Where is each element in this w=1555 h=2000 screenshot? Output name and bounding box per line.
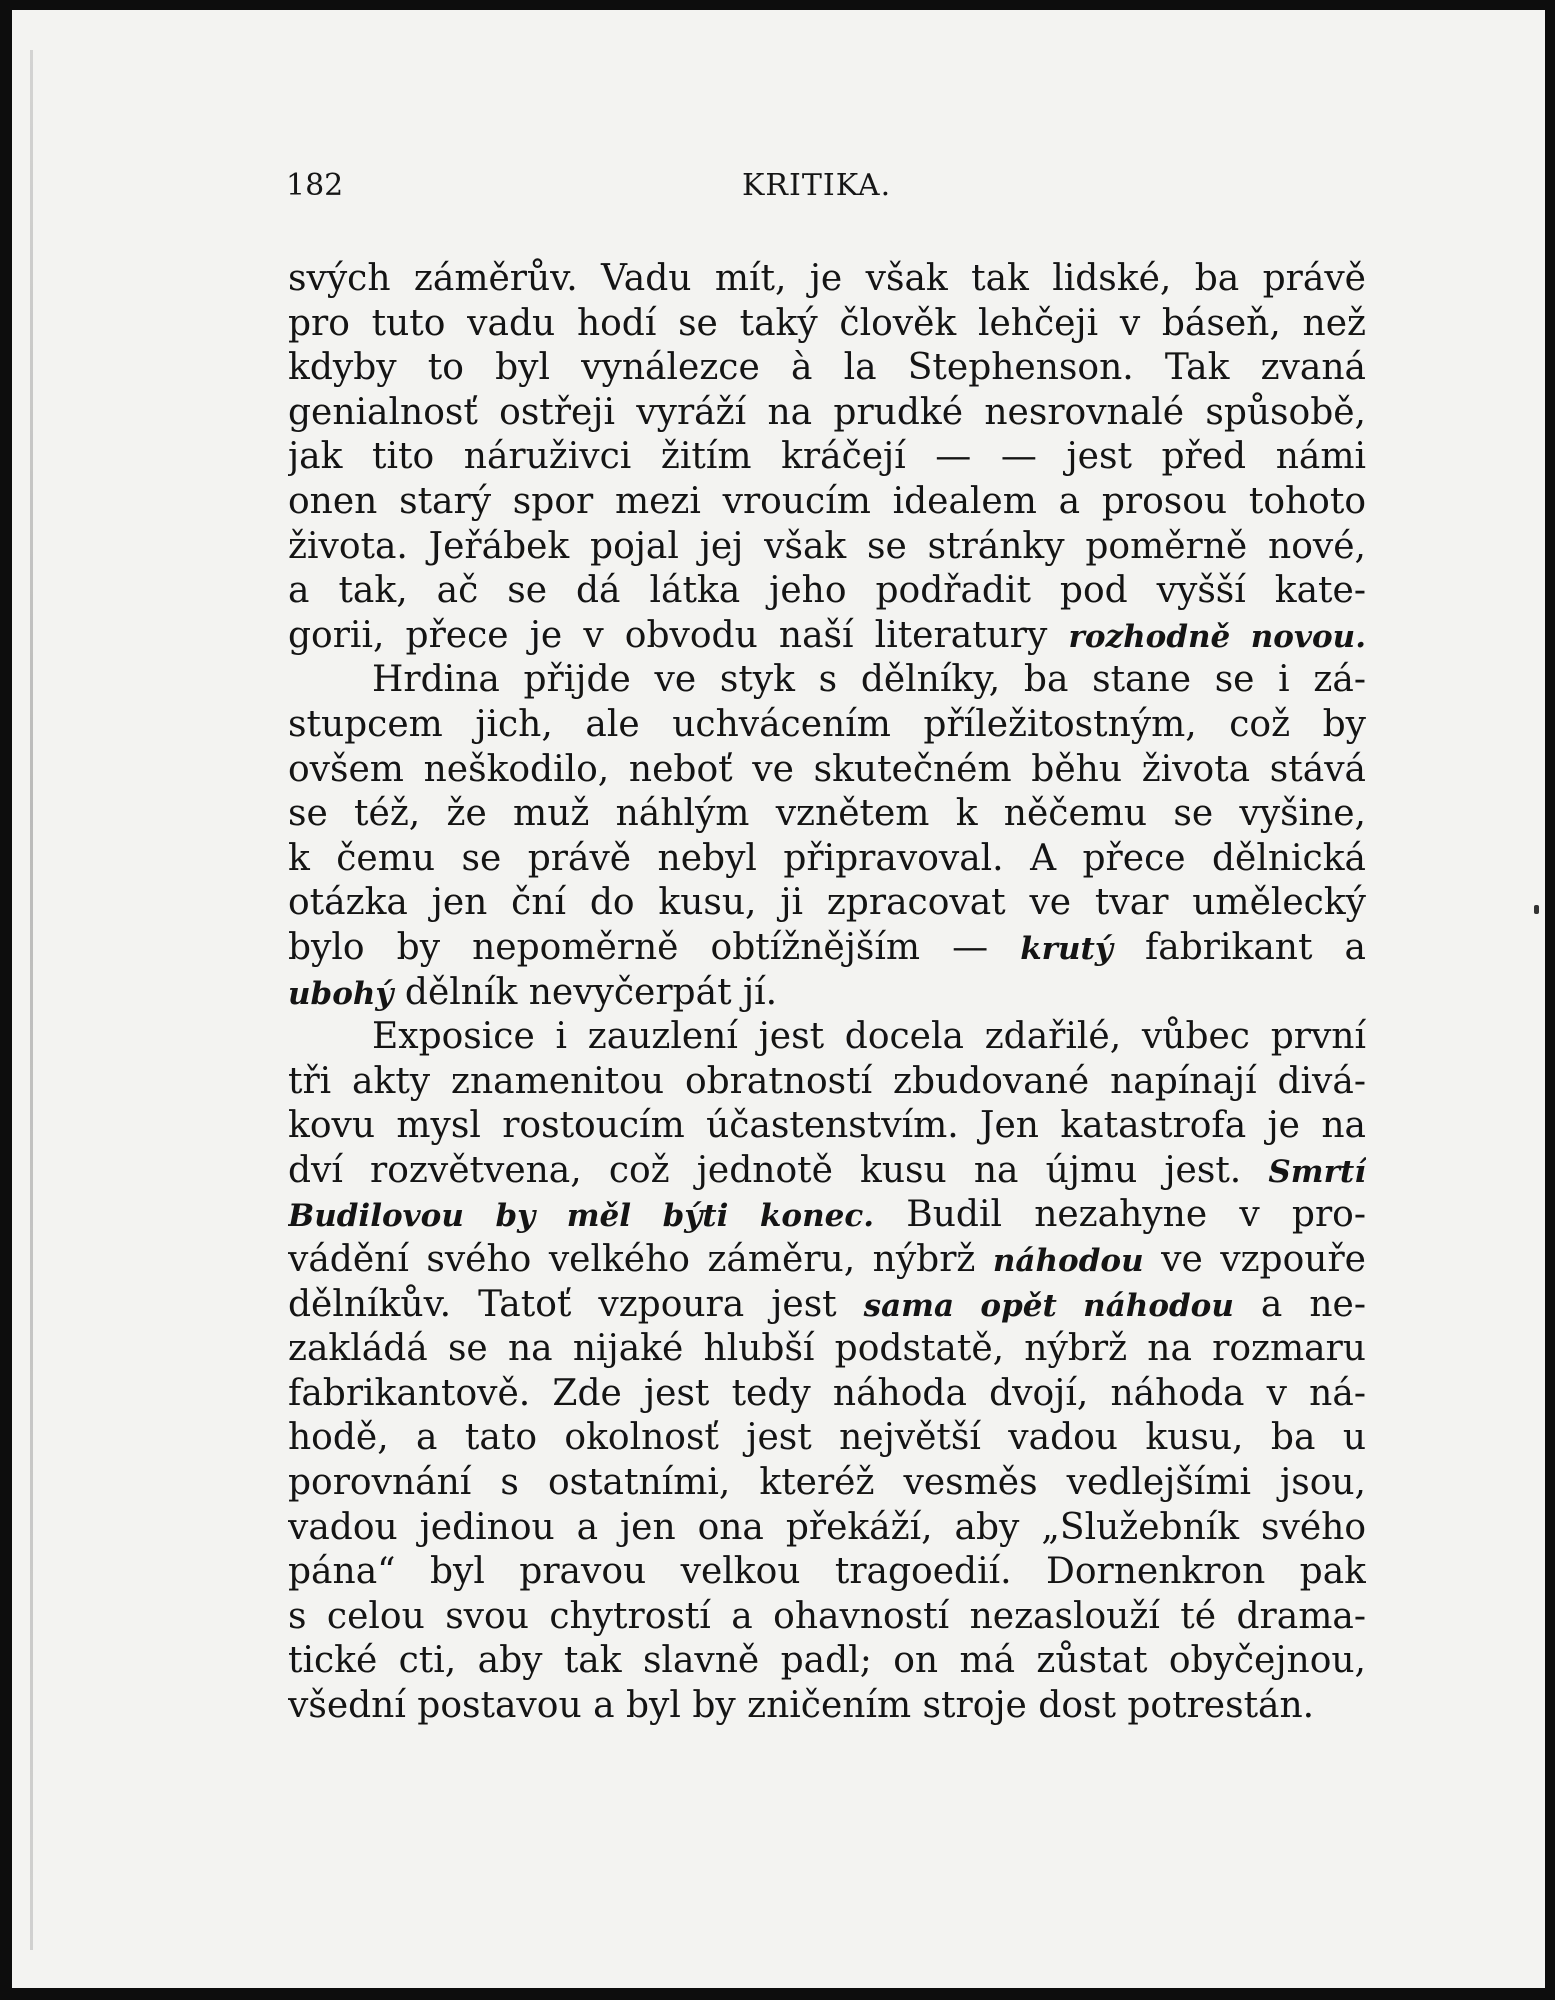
running-title: KRITIKA. xyxy=(742,168,892,203)
text-line xyxy=(288,1550,1366,1595)
line-text: se též, že muž náhlým vznětem k něčemu se vyšine, xyxy=(288,793,1366,835)
text-line xyxy=(288,1639,1366,1684)
text-line xyxy=(288,257,1366,302)
text-line xyxy=(288,1193,1366,1238)
text-line xyxy=(288,1015,1366,1060)
line-text: dělníkův. Tatoť vzpoura jest xyxy=(288,1283,864,1325)
text-line xyxy=(288,1327,1366,1372)
line-text: života. Jeřábek pojal jej však se stránky poměrně nové, xyxy=(288,525,1366,567)
text-line xyxy=(288,1595,1366,1640)
line-text: Exposice i zauzlení jest docela zdařilé, vůbec první xyxy=(372,1016,1366,1058)
line-text: kdyby to byl vynálezce à la Stephenson. Tak zvaná xyxy=(288,347,1366,389)
text-line xyxy=(288,837,1366,882)
line-text: hodě, a tato okolnosť jest největší vadou kusu, ba u xyxy=(288,1417,1366,1459)
emphasis-text: krutý xyxy=(1020,930,1113,967)
line-text: svých záměrův. Vadu mít, je však tak lidské, ba právě xyxy=(288,258,1366,299)
line-text: všední postavou a byl by zničením stroje dost potrestán. xyxy=(288,1685,1315,1726)
line-text: k čemu se právě nebyl připravoval. A přece dělnická xyxy=(288,837,1366,879)
text-line xyxy=(288,1684,1366,1729)
emphasis-text: sama opět náhodou xyxy=(863,1287,1234,1324)
text-line xyxy=(288,1238,1366,1283)
line-text: ve vzpouře xyxy=(1143,1239,1366,1281)
line-text: kovu mysl rostoucím účastenstvím. Jen katastrofa je na xyxy=(288,1105,1366,1147)
line-text: jak tito náruživci žitím kráčejí — — jest před námi xyxy=(288,436,1366,478)
emphasis-text: rozhodně novou. xyxy=(1068,618,1366,655)
line-text: Budil nezahyne v pro- xyxy=(874,1194,1366,1236)
text-line xyxy=(288,1506,1366,1551)
text-line xyxy=(288,1060,1366,1105)
text-line xyxy=(288,1372,1366,1417)
line-text: a ne- xyxy=(1233,1283,1366,1325)
line-text: fabrikantově. Zde jest tedy náhoda dvojí, náhoda v ná- xyxy=(288,1372,1366,1414)
line-text: zakládá se na nijaké hlubší podstatě, nýbrž na rozmaru xyxy=(288,1328,1366,1370)
line-text: pro tuto vadu hodí se taký člověk lehčeji v báseň, než xyxy=(288,302,1366,344)
line-text: bylo by nepoměrně obtížnějším — xyxy=(288,926,1021,968)
line-text: a tak, ač se dá látka jeho podřadit pod vyšší kate- xyxy=(288,570,1366,612)
line-text: s celou svou chytrostí a ohavností nezaslouží té drama- xyxy=(288,1595,1366,1637)
text-line xyxy=(288,391,1366,436)
text-line xyxy=(288,302,1366,347)
line-text: ovšem neškodilo, neboť ve skutečném běhu života stává xyxy=(288,748,1366,790)
text-line xyxy=(288,1149,1366,1194)
line-text: vádění svého velkého záměru, nýbrž xyxy=(288,1239,993,1281)
text-line xyxy=(288,480,1366,525)
text-line xyxy=(288,881,1366,926)
emphasis-text: náhodou xyxy=(992,1243,1144,1280)
line-text: stupcem jich, ale uchvácením příležitostným, což by xyxy=(288,703,1366,745)
page-edge-shadow xyxy=(30,50,33,1950)
text-line xyxy=(288,1104,1366,1149)
text-line xyxy=(288,525,1366,570)
text-line xyxy=(288,703,1366,748)
text-line xyxy=(288,748,1366,793)
text-line xyxy=(288,435,1366,480)
line-text: Hrdina přijde ve styk s dělníky, ba stane se i zá- xyxy=(372,659,1366,701)
text-line xyxy=(288,658,1366,703)
text-line xyxy=(288,1283,1366,1328)
text-line xyxy=(288,346,1366,391)
text-line xyxy=(288,1461,1366,1506)
line-text: genialnosť ostřeji vyráží na prudké nesrovnalé spůsobě, xyxy=(288,391,1366,433)
edge-ink-mark xyxy=(1534,905,1539,914)
text-line xyxy=(288,569,1366,614)
text-line xyxy=(288,1416,1366,1461)
line-text: tři akty znamenitou obratností zbudované napínají divá- xyxy=(288,1060,1366,1102)
line-text: gorii, přece je v obvodu naší literatury xyxy=(288,614,1069,656)
text-line xyxy=(288,792,1366,837)
line-text: vadou jedinou a jen ona překáží, aby „Služebník svého xyxy=(288,1506,1366,1548)
line-text: tické cti, aby tak slavně padl; on má zůstat obyčejnou, xyxy=(288,1640,1366,1682)
line-text: dělník nevyčerpát jí. xyxy=(393,971,778,1013)
emphasis-text: Budilovou by měl býti konec. xyxy=(288,1198,875,1235)
line-text: pána“ byl pravou velkou tragoedií. Dornenkron pak xyxy=(288,1551,1366,1593)
emphasis-text: Smrtí xyxy=(1268,1153,1366,1190)
emphasis-text: ubohý xyxy=(288,975,394,1012)
line-text: fabrikant a xyxy=(1112,926,1366,968)
line-text: otázka jen ční do kusu, ji zpracovat ve tvar umělecký xyxy=(288,882,1366,924)
text-line xyxy=(288,926,1366,971)
text-line xyxy=(288,971,1366,1016)
page-number: 182 xyxy=(286,168,344,203)
line-text: dví rozvětvena, což jednotě kusu na újmu jest. xyxy=(288,1149,1269,1191)
running-header xyxy=(286,168,1386,208)
text-line xyxy=(288,614,1366,659)
body-text xyxy=(288,257,1366,1729)
line-text: onen starý spor mezi vroucím idealem a prosou tohoto xyxy=(288,480,1366,522)
line-text: porovnání s ostatními, kteréž vesměs vedlejšími jsou, xyxy=(288,1462,1366,1504)
